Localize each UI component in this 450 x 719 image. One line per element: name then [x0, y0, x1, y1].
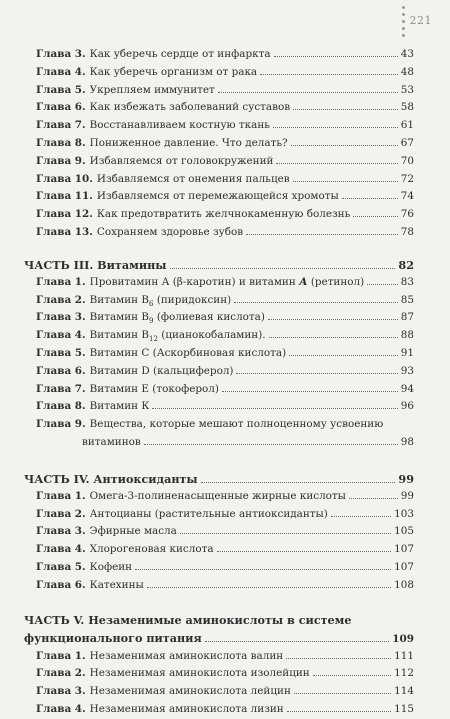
chapter-title: Витамин С (Аскорбиновая кислота)	[89, 346, 287, 359]
part-v-heading[interactable]	[24, 611, 414, 648]
part-title: ЧАСТЬ III. Витамины	[24, 257, 167, 272]
toc-entry[interactable]	[24, 701, 414, 719]
chapter-label: Глава 3.	[36, 311, 86, 324]
leader-dots	[152, 407, 397, 409]
chapter-label: Глава 4.	[36, 329, 86, 342]
page-ref: 83	[400, 275, 414, 288]
chapter-label: Глава 2.	[36, 507, 86, 520]
leader-dots	[293, 180, 398, 182]
page-ref: 93	[400, 364, 414, 377]
toc-entry[interactable]	[24, 345, 414, 363]
leader-dots	[236, 372, 397, 374]
toc-entry[interactable]	[24, 541, 414, 559]
chapter-label: Глава 5.	[36, 560, 86, 573]
leader-dots	[353, 215, 398, 217]
chapter-title: Как уберечь сердце от инфаркта	[89, 48, 271, 60]
page-ref: 111	[394, 649, 414, 662]
leader-dots	[349, 497, 398, 499]
chapter-title: Антоцианы (растительные антиоксиданты)	[89, 507, 328, 520]
page-ref: 99	[400, 489, 414, 502]
toc-entry[interactable]	[24, 224, 414, 242]
leader-dots	[180, 532, 391, 534]
page-ref: 82	[398, 257, 414, 272]
chapter-label: Глава 3.	[36, 685, 86, 698]
chapter-label: Глава 5.	[36, 83, 86, 96]
chapter-label: Глава 3.	[36, 48, 86, 60]
leader-dots	[217, 550, 392, 552]
page-ref: 48	[400, 65, 414, 78]
toc-entry[interactable]	[24, 416, 414, 434]
chapter-label: Глава 4.	[36, 65, 86, 78]
leader-dots	[276, 162, 397, 164]
chapter-title: Кофеин	[89, 560, 133, 573]
page-ref: 74	[400, 190, 414, 203]
chapter-title: Хлорогеновая кислота	[89, 543, 214, 556]
page-ref: 109	[392, 632, 414, 645]
leader-dots	[205, 640, 390, 642]
leader-dots	[273, 126, 398, 128]
chapter-label: Глава 9.	[36, 154, 86, 167]
toc-entry[interactable]	[24, 153, 414, 171]
leader-dots	[291, 144, 398, 146]
chapter-label: Глава 8.	[36, 136, 86, 149]
part-ii-entries	[24, 46, 414, 242]
chapter-title: Вещества, которые мешают полноценному усвоению	[89, 418, 384, 431]
page-ref: 108	[394, 578, 414, 591]
chapter-label: Глава 3.	[36, 525, 86, 538]
leader-dots	[367, 283, 398, 285]
toc-entry[interactable]	[24, 683, 414, 701]
page-ref: 58	[400, 101, 414, 114]
leader-dots	[274, 55, 398, 57]
chapter-label: Глава 1.	[36, 649, 86, 662]
leader-dots	[260, 73, 398, 75]
part-title-continued: функционального питания	[24, 630, 202, 645]
leader-dots	[293, 108, 398, 110]
toc-entry[interactable]	[24, 206, 414, 224]
leader-dots	[170, 267, 396, 269]
toc-entry[interactable]	[24, 117, 414, 135]
chapter-label: Глава 1.	[36, 489, 86, 502]
chapter-label: Глава 1.	[36, 275, 86, 288]
leader-dots	[294, 692, 391, 694]
toc-entry[interactable]	[24, 99, 414, 117]
chapter-label: Глава 4.	[36, 543, 86, 556]
leader-dots	[201, 481, 396, 483]
toc-entry[interactable]	[24, 577, 414, 595]
chapter-label: Глава 4.	[36, 702, 86, 715]
page-ref: 53	[400, 83, 414, 96]
chapter-title: Избавляемся от онемения пальцев	[96, 172, 290, 185]
chapter-title: Незаменимая аминокислота лейцин	[89, 685, 291, 698]
part-v-entries	[24, 648, 414, 719]
chapter-title: Витамин $В_9$ (фолиевая кислота)	[89, 311, 265, 326]
page-ref: 114	[394, 685, 414, 698]
chapter-title: Как уберечь организм от рака	[89, 65, 258, 78]
chapter-title: Незаменимая аминокислота валин	[89, 649, 284, 662]
chapter-title: Омега-3-полиненасыщенные жирные кислоты	[89, 489, 346, 502]
leader-dots	[144, 443, 398, 445]
chapter-label: Глава 13.	[36, 225, 93, 238]
chapter-label: Глава 6.	[36, 101, 86, 114]
page-ref: 99	[398, 471, 414, 486]
page-ref: 61	[400, 119, 414, 132]
chapter-label: Глава 7.	[36, 119, 86, 132]
page-ref: 107	[394, 543, 414, 556]
leader-dots	[313, 674, 391, 676]
chapter-label: Глава 10.	[36, 172, 93, 185]
chapter-title: Незаменимая аминокислота изолейцин	[89, 667, 310, 680]
chapter-label: Глава 5.	[36, 346, 86, 359]
page-ref: 78	[400, 225, 414, 238]
toc-entry[interactable]	[24, 648, 414, 666]
chapter-label: Глава 12.	[36, 208, 93, 221]
chapter-title: Витамин $В_6$ (пиридоксин)	[89, 293, 232, 308]
page-ref: 98	[400, 435, 414, 448]
leader-dots	[234, 301, 398, 303]
chapter-title: Катехины	[89, 578, 144, 591]
chapter-label: Глава 6.	[36, 578, 86, 591]
toc-entry[interactable]	[24, 82, 414, 100]
page-ref: 91	[400, 346, 414, 359]
chapter-title: Витамин $В_{12}$ (цианокобаламин).	[89, 329, 266, 344]
leader-dots	[289, 354, 398, 356]
leader-dots	[268, 318, 398, 320]
chapter-label: Глава 2.	[36, 293, 86, 306]
chapter-label: Глава 6.	[36, 364, 86, 377]
page-ref: 87	[400, 311, 414, 324]
chapter-title-continued: витаминов	[82, 435, 141, 448]
chapter-title: Укрепляем иммунитет	[89, 83, 215, 96]
page-ref: 103	[394, 507, 414, 520]
toc-entry[interactable]	[24, 523, 414, 541]
page-ref: 96	[400, 400, 414, 413]
chapter-title: Как предотвратить желчнокаменную болезнь	[96, 208, 351, 221]
chapter-title: Провитамин А (β-каротин) и витамин А (ретинол)	[89, 275, 365, 288]
leader-dots	[135, 568, 391, 570]
leader-dots	[331, 515, 391, 517]
chapter-title: Эфирные масла	[89, 525, 177, 538]
part-iv-entries	[24, 488, 414, 595]
page-ref: 112	[394, 667, 414, 680]
chapter-title: Незаменимая аминокислота лизин	[89, 702, 284, 715]
toc-entry[interactable]	[24, 309, 414, 327]
chapter-title: Восстанавливаем костную ткань	[89, 119, 270, 132]
chapter-label: Глава 2.	[36, 667, 86, 680]
page-ref: 72	[400, 172, 414, 185]
leader-dots	[246, 233, 398, 235]
toc-entry[interactable]	[24, 665, 414, 683]
chapter-title: Как избежать заболеваний суставов	[89, 101, 291, 114]
leader-dots	[218, 91, 398, 93]
page-ref: 115	[394, 702, 414, 715]
chapter-title: Витамин D (кальциферол)	[89, 364, 234, 377]
chapter-title: Витамин Е (токоферол)	[89, 382, 219, 395]
toc-entry[interactable]	[24, 274, 414, 292]
leader-dots	[222, 390, 398, 392]
toc-entry[interactable]	[24, 171, 414, 189]
leader-dots	[287, 710, 391, 712]
part-title: ЧАСТЬ IV. Антиоксиданты	[24, 471, 198, 486]
page-ref: 85	[400, 293, 414, 306]
toc-entry[interactable]	[24, 135, 414, 153]
page-ref: 43	[400, 48, 414, 60]
leader-dots	[342, 197, 398, 199]
chapter-title: Пониженное давление. Что делать?	[89, 136, 288, 149]
part-iv-heading[interactable]	[24, 470, 414, 488]
chapter-title: Избавляемся от перемежающейся хромоты	[96, 190, 339, 203]
chapter-title: Сохраняем здоровье зубов	[96, 225, 244, 238]
leader-dots	[147, 586, 391, 588]
table-of-contents	[24, 46, 414, 719]
toc-entry[interactable]	[24, 46, 414, 64]
toc-entry[interactable]	[24, 488, 414, 506]
toc-entry[interactable]	[24, 188, 414, 206]
toc-entry-continuation[interactable]	[24, 434, 414, 452]
page-ref: 70	[400, 154, 414, 167]
chapter-label: Глава 8.	[36, 400, 86, 413]
page-ref: 88	[400, 329, 414, 342]
toc-entry[interactable]	[24, 506, 414, 524]
toc-entry[interactable]	[24, 398, 414, 416]
page-ref: 67	[400, 136, 414, 149]
part-title: ЧАСТЬ V. Незаменимые аминокислоты в системе	[24, 612, 352, 627]
chapter-label: Глава 11.	[36, 190, 93, 203]
page-ref: 105	[394, 525, 414, 538]
toc-entry[interactable]	[24, 292, 414, 310]
toc-entry[interactable]	[24, 363, 414, 381]
toc-entry[interactable]	[24, 381, 414, 399]
page-number: 221	[409, 14, 432, 27]
leader-dots	[269, 336, 398, 338]
chapter-title: Избавляемся от головокружений	[89, 154, 274, 167]
chapter-label: Глава 9.	[36, 418, 86, 431]
toc-entry[interactable]	[24, 64, 414, 82]
toc-entry[interactable]	[24, 327, 414, 345]
leader-dots	[286, 657, 391, 659]
page-ref: 107	[394, 560, 414, 573]
chapter-title: Витамин К	[89, 400, 150, 413]
part-iii-heading[interactable]	[24, 256, 414, 274]
part-iii-entries	[24, 274, 414, 452]
page-ref: 94	[400, 382, 414, 395]
page-ref: 76	[400, 208, 414, 221]
corner-dots-decoration	[402, 6, 406, 37]
toc-entry[interactable]	[24, 559, 414, 577]
chapter-label: Глава 7.	[36, 382, 86, 395]
